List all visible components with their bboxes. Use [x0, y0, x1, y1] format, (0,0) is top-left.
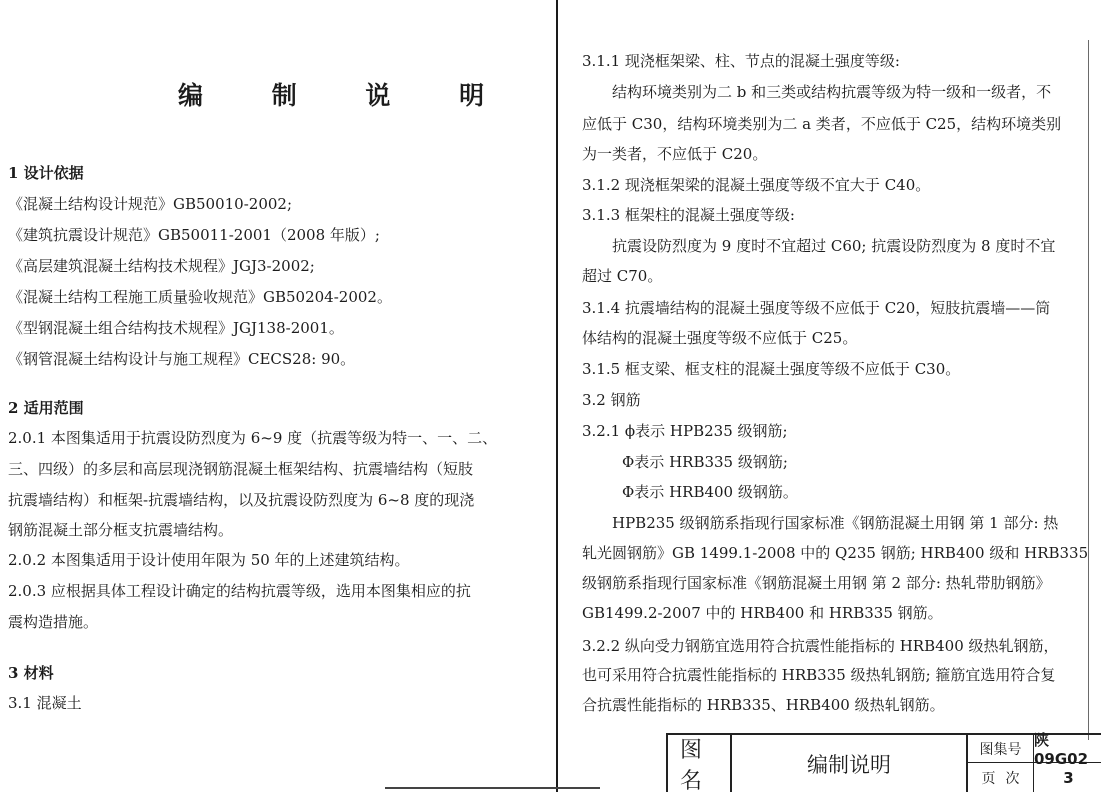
- paragraph-line: 应低于 C30，结构环境类别为二 a 类者，不应低于 C25，结构环境类别: [582, 115, 1062, 133]
- paragraph-line: 3.1.5 框支梁、框支柱的混凝土强度等级不应低于 C30。: [582, 360, 961, 378]
- paragraph-line: 3.2.1 ϕ表示 HPB235 级钢筋;: [582, 422, 788, 440]
- paragraph-line: 为一类者，不应低于 C20。: [582, 145, 768, 163]
- paragraph-line: 抗震设防烈度为 9 度时不宜超过 C60; 抗震设防烈度为 8 度时不宜: [612, 237, 1056, 255]
- standard-item: 《高层建筑混凝土结构技术规程》JGJ3-2002;: [8, 257, 315, 275]
- bottom-rule: [385, 787, 600, 789]
- drawing-name: 编制说明: [732, 735, 968, 792]
- paragraph-line: 3.1.1 现浇框架梁、柱、节点的混凝土强度等级:: [582, 52, 900, 70]
- paragraph-line: GB1499.2-2007 中的 HRB400 和 HRB335 钢筋。: [582, 604, 943, 622]
- paragraph-line: 3.2.2 纵向受力钢筋宜选用符合抗震性能指标的 HRB400 级热轧钢筋，: [582, 637, 1059, 655]
- paragraph-line: 抗震墙结构）和框架-抗震墙结构，以及抗震设防烈度为 6~8 度的现浇: [8, 491, 475, 509]
- paragraph-line: Φ表示 HRB400 级钢筋。: [622, 483, 798, 501]
- column-divider: [556, 0, 558, 792]
- standard-item: 《混凝土结构工程施工质量验收规范》GB50204-2002。: [8, 288, 392, 306]
- paragraph-line: 2.0.2 本图集适用于设计使用年限为 50 年的上述建筑结构。: [8, 551, 410, 569]
- standard-item: 《混凝土结构设计规范》GB50010-2002;: [8, 195, 293, 213]
- paragraph-line: 体结构的混凝土强度等级不应低于 C25。: [582, 329, 858, 347]
- paragraph-line: 结构环境类别为二 b 和三类或结构抗震等级为特一级和一级者，不: [612, 83, 1052, 101]
- atlas-number-label: 图集号: [968, 735, 1034, 763]
- left-column: [8, 0, 528, 792]
- paragraph-line: 也可采用符合抗震性能指标的 HRB335 级热轧钢筋; 箍筋宜选用符合复: [582, 666, 1056, 684]
- paragraph-line: 震构造措施。: [8, 613, 99, 631]
- section-heading-design-basis: 1 设计依据: [8, 164, 84, 182]
- paragraph-line: 3.1.3 框架柱的混凝土强度等级:: [582, 206, 795, 224]
- section-heading-scope: 2 适用范围: [8, 399, 84, 417]
- paragraph-line: Φ表示 HRB335 级钢筋;: [622, 453, 788, 471]
- paragraph-line: HPB235 级钢筋系指现行国家标准《钢筋混凝土用钢 第 1 部分: 热: [612, 514, 1059, 532]
- title-block: [666, 733, 1101, 792]
- section-heading-materials: 3 材料: [8, 664, 54, 682]
- paragraph-line: 合抗震性能指标的 HRB335、HRB400 级热轧钢筋。: [582, 696, 945, 714]
- paragraph-line: 级钢筋系指现行国家标准《钢筋混凝土用钢 第 2 部分: 热轧带肋钢筋》: [582, 574, 1051, 592]
- paragraph-line: 3.1.4 抗震墙结构的混凝土强度等级不应低于 C20，短肢抗震墙——筒: [582, 299, 1051, 317]
- atlas-number: 陕09G02: [1034, 735, 1101, 763]
- page-title: 编 制 说 明: [178, 81, 515, 110]
- title-block-label: 图名: [668, 735, 732, 792]
- standard-item: 《建筑抗震设计规范》GB50011-2001（2008 年版）;: [8, 226, 380, 244]
- page-edge-rule: [1088, 40, 1089, 740]
- page-number-label: 页次: [968, 763, 1034, 792]
- subsection-heading-rebar: 3.2 钢筋: [582, 391, 641, 409]
- standard-item: 《钢管混凝土结构设计与施工规程》CECS28: 90。: [8, 350, 356, 368]
- paragraph-line: 3.1.2 现浇框架梁的混凝土强度等级不宜大于 C40。: [582, 176, 931, 194]
- subsection-heading-concrete: 3.1 混凝土: [8, 694, 82, 712]
- right-column: [582, 0, 1094, 792]
- page-number: 3: [1063, 768, 1074, 787]
- paragraph-line: 三、四级）的多层和高层现浇钢筋混凝土框架结构、抗震墙结构（短肢: [8, 460, 474, 478]
- paragraph-line: 钢筋混凝土部分框支抗震墙结构。: [8, 521, 234, 539]
- paragraph-line: 超过 C70。: [582, 267, 663, 285]
- paragraph-line: 轧光圆钢筋》GB 1499.1-2008 中的 Q235 钢筋; HRB400 级和 HRB335: [582, 544, 1089, 562]
- standard-item: 《型钢混凝土组合结构技术规程》JGJ138-2001。: [8, 319, 344, 337]
- paragraph-line: 2.0.1 本图集适用于抗震设防烈度为 6~9 度（抗震等级为特一、一、二、: [8, 429, 498, 447]
- paragraph-line: 2.0.3 应根据具体工程设计确定的结构抗震等级，选用本图集相应的抗: [8, 582, 471, 600]
